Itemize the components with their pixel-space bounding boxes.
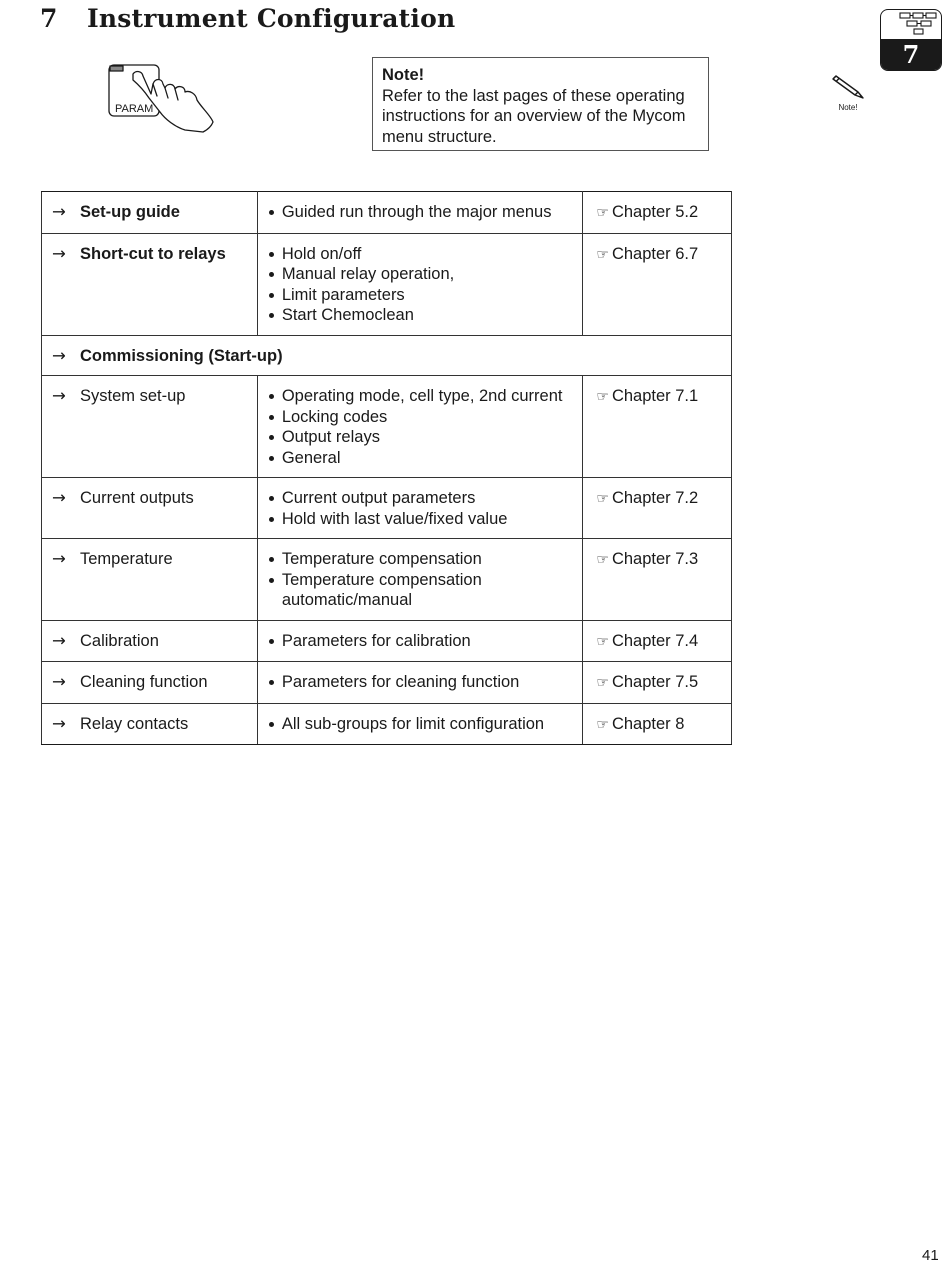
- pointing-hand-icon: ☞: [596, 491, 609, 507]
- list-item: General: [266, 448, 575, 469]
- chapter-reference: Chapter 6.7: [611, 244, 699, 263]
- list-item: Limit parameters: [266, 285, 575, 306]
- arrow-right-icon: →: [52, 202, 66, 221]
- chapter-reference: Chapter 7.1: [611, 387, 699, 405]
- bullet-list: [266, 549, 575, 611]
- chapter-reference: Chapter 7.3: [611, 550, 699, 568]
- arrow-right-icon: →: [52, 630, 66, 650]
- list-item: Start Chemoclean: [266, 305, 575, 326]
- menu-name-cell: [42, 539, 258, 621]
- menu-name-cell: [42, 662, 258, 704]
- list-item: Manual relay operation,: [266, 264, 575, 285]
- menu-items-cell: [257, 539, 583, 621]
- list-item: Current output parameters: [266, 488, 575, 509]
- chapter-tab-number: 7: [881, 39, 941, 70]
- list-item: Parameters for cleaning function: [266, 672, 575, 693]
- chapter-ref-cell: [583, 662, 732, 704]
- menu-name-cell: [42, 376, 258, 478]
- bullet-list: [266, 488, 575, 529]
- list-item: Hold with last value/fixed value: [266, 509, 575, 530]
- arrow-right-icon: →: [52, 549, 66, 568]
- menu-items-cell: [257, 620, 583, 662]
- menu-name-cell: [42, 703, 258, 745]
- arrow-right-icon: →: [52, 672, 66, 691]
- table-row: [42, 703, 732, 745]
- bullet-list: [266, 244, 575, 326]
- list-item: Operating mode, cell type, 2nd current: [266, 386, 575, 407]
- pointing-hand-icon: ☞: [596, 205, 609, 221]
- list-item: Temperature compensation automatic/manual: [266, 570, 575, 611]
- list-item: All sub-groups for limit configuration: [266, 714, 575, 735]
- chapter-reference: Chapter 8: [611, 714, 685, 733]
- arrow-right-icon: →: [52, 713, 66, 733]
- list-item: Temperature compensation: [266, 549, 575, 570]
- arrow-right-icon: →: [52, 243, 66, 263]
- chapter-reference: Chapter 5.2: [611, 203, 699, 221]
- chapter-reference: Chapter 7.2: [611, 489, 699, 507]
- chapter-title: Instrument Configuration: [87, 4, 456, 33]
- page-heading: [40, 4, 455, 33]
- menu-name-cell: [42, 478, 258, 539]
- bullet-list: [266, 631, 575, 652]
- list-item: Output relays: [266, 427, 575, 448]
- pointing-hand-icon: ☞: [596, 716, 609, 733]
- list-item: Guided run through the major menus: [266, 202, 575, 223]
- pointing-hand-icon: ☞: [596, 633, 609, 650]
- menu-items-cell: [257, 478, 583, 539]
- menu-name: Calibration: [80, 631, 159, 650]
- chapter-ref-cell: [583, 478, 732, 539]
- param-key-hand-illustration: [105, 60, 220, 138]
- menu-name: Commissioning (Start-up): [80, 346, 283, 365]
- menu-items-cell: [257, 233, 583, 335]
- note-box: [372, 57, 709, 151]
- bullet-list: [266, 714, 575, 735]
- menu-items-cell: [257, 192, 583, 234]
- table-row: [42, 620, 732, 662]
- menu-overview-table: [41, 191, 732, 745]
- chapter-number: 7: [40, 4, 58, 33]
- chapter-reference: Chapter 7.5: [611, 673, 699, 691]
- note-text: Refer to the last pages of these operating instructions for an overview of the Mycom menu structure.: [382, 86, 686, 146]
- chapter-ref-cell: [583, 192, 732, 234]
- chapter-tab: [880, 9, 942, 71]
- list-item: Parameters for calibration: [266, 631, 575, 652]
- arrow-right-icon: →: [52, 386, 66, 405]
- menu-name: Set-up guide: [80, 203, 180, 221]
- table-row: [42, 376, 732, 478]
- menu-name: Temperature: [80, 550, 173, 568]
- menu-name-cell: [42, 233, 258, 335]
- arrow-right-icon: →: [52, 488, 66, 507]
- note-icon-label: Note!: [838, 103, 858, 112]
- menu-name-cell: [42, 620, 258, 662]
- menu-items-cell: [257, 376, 583, 478]
- chapter-ref-cell: [583, 703, 732, 745]
- table-row: [42, 662, 732, 704]
- bullet-list: [266, 386, 575, 468]
- menu-items-cell: [257, 703, 583, 745]
- chapter-ref-cell: [583, 233, 732, 335]
- table-row: [42, 478, 732, 539]
- list-item: Hold on/off: [266, 244, 575, 265]
- table-row: [42, 335, 732, 376]
- menu-items-cell: [257, 662, 583, 704]
- table-row: [42, 192, 732, 234]
- param-key-label: PARAM: [115, 103, 154, 115]
- bullet-list: [266, 672, 575, 693]
- page-number: 41: [922, 1247, 939, 1264]
- menu-structure-icon: [881, 10, 941, 39]
- chapter-ref-cell: [583, 620, 732, 662]
- bullet-list: [266, 202, 575, 223]
- menu-table-body: [42, 192, 732, 745]
- menu-name: Cleaning function: [80, 673, 208, 691]
- pointing-hand-icon: ☞: [596, 389, 609, 405]
- pointing-hand-icon: ☞: [596, 552, 609, 568]
- menu-name-cell: [42, 192, 258, 234]
- chapter-ref-cell: [583, 376, 732, 478]
- pointing-hand-icon: ☞: [596, 675, 609, 691]
- list-item: Locking codes: [266, 407, 575, 428]
- chapter-reference: Chapter 7.4: [611, 631, 699, 650]
- menu-name: Short-cut to relays: [80, 244, 226, 263]
- arrow-right-icon: →: [52, 345, 66, 365]
- menu-name-cell: [42, 335, 732, 376]
- table-row: [42, 539, 732, 621]
- table-row: [42, 233, 732, 335]
- menu-name: Current outputs: [80, 489, 194, 507]
- pointing-hand-icon: ☞: [596, 246, 609, 263]
- note-title: Note!: [382, 66, 425, 84]
- menu-name: Relay contacts: [80, 714, 189, 733]
- chapter-ref-cell: [583, 539, 732, 621]
- menu-name: System set-up: [80, 387, 186, 405]
